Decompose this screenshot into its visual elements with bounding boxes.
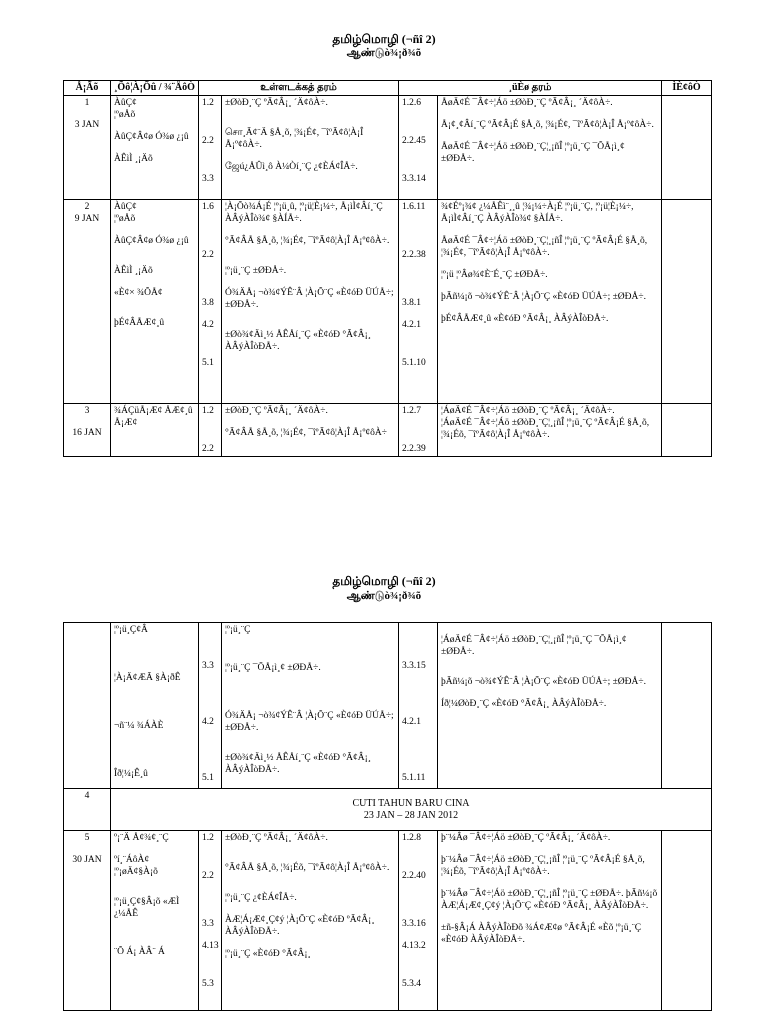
holiday-dates: 23 JAN – 28 JAN 2012 [363, 809, 459, 821]
ls-code-cell: 1.2.8 2.2.40 3.3.16 4.13.2 5.3.4 [399, 831, 438, 1011]
cs-code-cell: 3.3 4.2 5.1 [199, 623, 222, 789]
learning-standard-cell: þ¨¼Âø ¯Â¢÷¦Áö ±ØòÐ¸¨Ç ºÃ¢Â¡¸ ´Ä¢ôÀ÷. þ¨¼Âø ¯Â¢÷¦Áö ±ØòÐ¸¨Ç¦¸¡ñÎ ¦º¡ü¸¨Ç ºÃ¢Â¡É §Å¸õ, ¦¾¡Éõ, ¯îºÃ¢ô¦À¡Î Å¡º¢ôÀ÷. þ¨¼Âø ¯Â¢÷¦Áö ±ØòÐ¸¨Ç¦¸¡ñÎ ¦º¡ü¸¨Ç ±ØÐÅ÷. þÃñ¼¡õ ÀÆ¦Á¡Æ¢¸Ç¢ý ¦À¡Õ¨Ç «È¢óÐ °Ã¢Â¡¸ ÀÂýÀÎòÐÅ÷. ±ñ-§Â¡Á ÀÂýÀÎòÐõ ¾Á¢Æ¢ø °Ã¢Â¡É «Èõ ¦º¡ü¸¨Ç «È¢óÐ ÀÂýÀÎòÐÅ÷. [438, 831, 662, 1011]
content-standard-cell: ¦À¡Õò¾Á¡É ¦º¡ü¸û, ¦º¡ü¦È¡¼÷, Å¡ìÌ¢Âí¸¨Ç ÀÂýÀÎò¾¢ §ÀÍÅ÷. °Ã¢ÂÅ §Å¸õ, ¦¾¡É¢, ¯îºÃ¢ô¦À¡Î Å¡º¢ôÀ÷. ¦º¡ü¸¨Ç ±ØÐÅ÷. Ó¾ÄÅ¡ ¬ò¾¢ÝÊ¨Â ¦À¡Õ¨Ç «È¢óÐ ÜÚÅ÷; ±ØÐÅ÷. ±Øò¾¢Äì¸½ ÅÊÅí¸¨Ç «È¢óÐ °Ã¢Â¡¸ ÀÂýÀÎòÐÅ÷. [222, 200, 399, 404]
week-cell: 1 3 JAN [64, 96, 111, 200]
table-row [64, 831, 712, 1011]
table-row [64, 404, 712, 457]
notes-cell [662, 404, 712, 457]
week-cell: 3 16 JAN [64, 404, 111, 457]
week-cell: 4 [64, 789, 111, 831]
week-cell: 5 30 JAN [64, 831, 111, 1011]
holiday-row [64, 789, 712, 831]
header-week: Å¡Ãõ [64, 81, 111, 96]
page-subtitle: ஆண்டுò¾¡ð¾õ [346, 47, 422, 59]
table-row [64, 96, 712, 200]
learning-standard-cell: ¾¢Éº¡¾¢ ¿¼ÅÊì¨¸¸û ¦¾¡¼÷À¡É ¦º¡ü¸¨Ç, ¦º¡ü¦È¡¼÷, Å¡ìÌ¢Âí¸¨Ç ÀÂýÀÎò¾¢ §ÀÍÅ÷. ÅøÄ¢É ¯Â¢÷¦Áö ±ØòÐ¸¨Ç¦¸¡ñÎ ¦º¡ü¸¨Ç ºÃ¢Â¡É §Å¸õ, ¦¾¡É¢, ¯îºÃ¢ô¦À¡Î Å¡º¢ôÀ÷. ¦º¡ü ¦ºÂø¾¢È¨É¸¨Ç ±ØÐÅ÷. þÃñ¼¡õ ¬ò¾¢ÝÊ¨Â ¦À¡Õ¨Ç «È¢óÐ ÜÚÅ÷; ±ØÐÅ÷. þÉ¢ÂÅÆ¢¸û «È¢óÐ °Ã¢Â¡¸ ÀÂýÀÎòÐÅ÷. [438, 200, 662, 404]
content-standard-cell: ±ØòÐ¸¨Ç ºÃ¢Â¡¸ ´Ä¢ôÀ÷. சொ¸Ã¢¨Ä §Å¸õ, ¦¾¡É¢, ¯îºÃ¢ô¦À¡Î Å¡º¢ôÀ÷. ஜேú¿ÅÛì¸ô À¼Òí¸¨Ç ¿¢ÈÁ¢ÎÅ÷. [222, 96, 399, 200]
ls-code-cell: 3.3.15 4.2.1 5.1.11 [399, 623, 438, 789]
learning-standard-cell: ¦ÁøÄ¢É ¯Â¢÷¦Áö ±ØòÐ¸¨Ç ºÃ¢Â¡¸ ´Ä¢ôÀ÷. ¦ÁøÄ¢É ¯Â¢÷¦Áö ±ØòÐ¸¨Ç¦¸¡ñÎ ¦º¡ü¸¨Ç ºÃ¢Â¡É §Å¸õ, ¦¾¡Éõ, ¯îºÃ¢ô¦À¡Î Å¡º¢ôÀ÷. [438, 404, 662, 457]
notes-cell [662, 200, 712, 404]
week-cell: 2 9 JAN [64, 200, 111, 404]
page-title: தமிழ்மொழி (¬ñî 2) [332, 32, 436, 46]
theme-cell: ÀûÇ¢ ¦ºøÅõ ÀûÇ¢Â¢ø Ó¾ø ¿¡û ÀÊìÌ ¸¡Äõ [111, 96, 199, 200]
holiday-title: CUTI TAHUN BARU CINA [352, 797, 470, 809]
cs-code-cell: 1.2 2.2 3.3 [199, 96, 222, 200]
theme-cell: ¦º¡ü¸Ç¢Â ¦À¡Ä¢ÆÃ §À¡ðÊ ¬ñ¨¼ ¾ÁÀÈ Îð¦¼¡Ê¸û [111, 623, 199, 789]
content-standard-cell: ±ØòÐ¸¨Ç ºÃ¢Â¡¸ ´Ä¢ôÀ÷. °Ã¢ÂÅ §Å¸õ, ¦¾¡Éõ, ¯îºÃ¢ô¦À¡Î Å¡º¢ôÀ÷. ¦º¡ü¸¨Ç ¿¢ÈÁ¢ÎÅ÷. ÀÆ¦Á¡Æ¢¸Ç¢ý ¦À¡Õ¨Ç «È¢óÐ ºÃ¢Â¡¸ ÀÂýÀÎòÐÅ÷. ¦º¡ü¸¨Ç «È¢óÐ °Ã¢Â¡¸ [222, 831, 399, 1011]
page-subtitle: ஆண்டுò¾¡ð¾õ [346, 590, 422, 602]
cs-code-cell: 1.6 2.2 3.8 4.2 5.1 [199, 200, 222, 404]
scheme-table-1 [63, 80, 712, 457]
header-notes: ÌÈ¢ôÒ [662, 81, 712, 96]
learning-standard-cell: ÅøÄ¢É ¯Â¢÷¦Áö ±ØòÐ¸¨Ç ºÃ¢Â¡¸ ´Ä¢ôÀ÷. Å¡¢¸¢Âí¸¨Ç ºÃ¢Â¡É §Å¸õ, ¦¾¡É¢, ¯îºÃ¢ô¦À¡Î Å¡º¢ôÀ÷. ÅøÄ¢É ¯Â¢÷¦Áö ±ØòÐ¸¨Ç¦¸¡ñÎ ¦º¡ü¸¨Ç ¯ÕÅ¡ì¸¢ ±ØÐÅ÷. [438, 96, 662, 200]
theme-cell: º¡¨Ä Å¢¾¢¸¨Ç ºí¸¨ÁôÀ¢ ¦º¡øÄ¢§À¡õ ¦º¡ü¸Ç¢§Â¡õ «ÆÌ ¿¼ÅÊ ¨Õ Á¡ ÀÂ¨ Á [111, 831, 199, 1011]
ls-code-cell: 1.2.6 2.2.45 3.3.14 [399, 96, 438, 200]
learning-standard-cell: ¦ÁøÄ¢É ¯Â¢÷¦Áö ±ØòÐ¸¨Ç¦¸¡ñÎ ¦º¡ü¸¨Ç ¯ÕÅ¡ì¸¢ ±ØÐÅ÷. þÃñ¼¡õ ¬ò¾¢ÝÊ¨Â ¦À¡Õ¨Ç «È¢óÐ ÜÚÅ÷; ±ØÐÅ÷. Íð¦¼ØòÐ¸¨Ç «È¢óÐ °Ã¢Â¡¸ ÀÂýÀÎòÐÅ÷. [438, 623, 662, 789]
cs-code-cell: 1.2 2.2 [199, 404, 222, 457]
scheme-table-2 [63, 622, 712, 1011]
table-row [64, 623, 712, 789]
content-standard-cell: ¦º¡ü¸¨Ç ¦º¡ü¸¨Ç ¯ÕÅ¡ì¸¢ ±ØÐÅ÷. Ó¾ÄÅ¡ ¬ò¾¢ÝÊ¨Â ¦À¡Õ¨Ç «È¢óÐ ÜÚÅ÷; ±ØÐÅ÷. ±Øò¾¢Äì¸½ ÅÊÅí¸¨Ç «È¢óÐ °Ã¢Â¡¸ ÀÂýÀÎòÐÅ÷. [222, 623, 399, 789]
theme-cell: ÀûÇ¢ ¦ºøÅõ ÀûÇ¢Â¢ø Ó¾ø ¿¡û ÀÊìÌ ¸¡Äõ «È¢× ¾ÕÅ¢ þÉ¢ÂÅÆ¢¸û [111, 200, 199, 404]
week-cell [64, 623, 111, 789]
page-title: தமிழ்மொழி (¬ñî 2) [332, 574, 436, 588]
header-content-standard: உள்ளடக்கத் தரம் [199, 81, 399, 96]
content-standard-cell: ±ØòÐ¸¨Ç ºÃ¢Â¡¸ ´Ä¢ôÀ÷. °Ã¢ÂÅ §Å¸õ, ¦¾¡É¢, ¯îºÃ¢ô¦À¡Î Å¡º¢ôÀ÷ [222, 404, 399, 457]
cs-code-cell: 1.2 2.2 3.3 4.13 5.3 [199, 831, 222, 1011]
theme-cell: ¾ÁÇüÅ¡Æ¢ ÅÆ¢¸û Å¡Æ¢ [111, 404, 199, 457]
table-header [64, 81, 712, 96]
notes-cell [662, 831, 712, 1011]
table-row [64, 200, 712, 404]
header-learning-standard: ¸üÈø தரம் [399, 81, 662, 96]
notes-cell [662, 623, 712, 789]
ls-code-cell: 1.2.7 2.2.39 [399, 404, 438, 457]
holiday-cell [111, 789, 712, 831]
header-theme: ¸Õô¦À¡Õû / ¾¨ÄôÒ [111, 81, 199, 96]
ls-code-cell: 1.6.11 2.2.38 3.8.1 4.2.1 5.1.10 [399, 200, 438, 404]
notes-cell [662, 96, 712, 200]
